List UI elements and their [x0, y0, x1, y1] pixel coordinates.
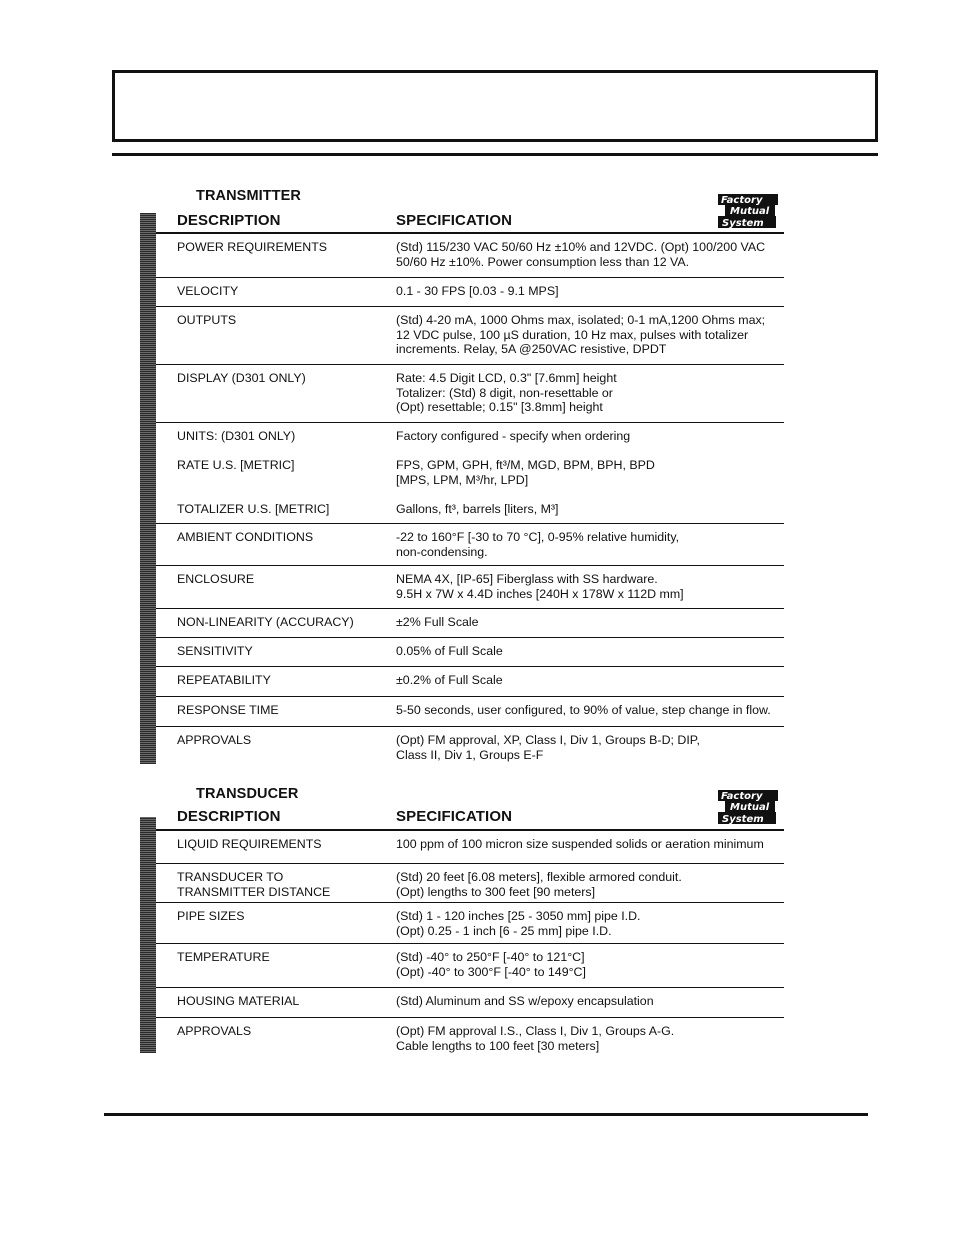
- specification-line: NEMA 4X, [IP-65] Fiberglass with SS hardware.: [396, 572, 658, 586]
- specification-line: (Opt) 0.25 - 1 inch [6 - 25 mm] pipe I.D.: [396, 923, 612, 938]
- description-line: [177, 473, 387, 488]
- description-line: HOUSING MATERIAL: [177, 994, 300, 1008]
- specification-line: (Std) 115/230 VAC 50/60 Hz ±10% and 12VDC. (Opt) 100/200 VAC: [396, 240, 766, 254]
- transmitter-specification-header: SPECIFICATION: [396, 212, 513, 229]
- bottom-rule: [104, 1113, 868, 1116]
- transducer-side-bar: [140, 817, 156, 1053]
- specification-line: ±0.2% of Full Scale: [396, 673, 503, 687]
- row-description: [177, 950, 387, 965]
- description-line: [177, 487, 387, 502]
- specification-line: [396, 444, 796, 459]
- description-line: UNITS: (D301 ONLY): [177, 429, 296, 443]
- row-description: [177, 673, 387, 688]
- row-specification: [396, 1024, 796, 1053]
- row-specification: [396, 284, 796, 299]
- spec-table-row: [156, 1018, 784, 1058]
- specification-line: (Std) 20 feet [6.08 meters], flexible armored conduit.: [396, 870, 682, 884]
- row-specification: [396, 530, 796, 559]
- description-line: TEMPERATURE: [177, 950, 270, 964]
- specification-line: (Std) 1 - 120 inches [25 - 3050 mm] pipe I.D.: [396, 909, 641, 923]
- row-specification: [396, 950, 796, 979]
- spec-table-row: [156, 278, 784, 307]
- row-description: [177, 1024, 387, 1039]
- svg-text:Factory: Factory: [721, 791, 763, 802]
- specification-line: (Std) -40° to 250°F [-40° to 121°C]: [396, 950, 585, 964]
- row-description: [177, 733, 387, 748]
- svg-text:Mutual: Mutual: [730, 206, 770, 217]
- row-specification: [396, 371, 796, 415]
- spec-table-row: [156, 864, 784, 903]
- specification-line: Totalizer: (Std) 8 digit, non-resettable or: [396, 385, 613, 400]
- svg-text:Mutual: Mutual: [730, 802, 770, 813]
- row-specification: [396, 909, 796, 938]
- description-line: TRANSMITTER DISTANCE: [177, 884, 331, 899]
- row-specification: [396, 994, 796, 1009]
- row-description: [177, 703, 387, 718]
- description-line: SENSITIVITY: [177, 644, 253, 658]
- spec-table-row: [156, 609, 784, 638]
- spec-table-row: [156, 524, 784, 566]
- specification-line: ±2% Full Scale: [396, 615, 479, 629]
- factory-mutual-logo-icon: [717, 193, 779, 229]
- transducer-title: TRANSDUCER: [196, 786, 299, 802]
- specification-line: 12 VDC pulse, 100 µS duration, 10 Hz max, pulses with totalizer: [396, 327, 749, 342]
- description-line: DISPLAY (D301 ONLY): [177, 371, 306, 385]
- row-specification: [396, 673, 796, 688]
- row-description: [177, 909, 387, 924]
- specification-line: [MPS, LPM, M³/hr, LPD]: [396, 472, 529, 487]
- description-line: APPROVALS: [177, 1024, 252, 1038]
- row-description: [177, 644, 387, 659]
- specification-line: -22 to 160°F [-30 to 70 °C], 0-95% relative humidity,: [396, 530, 680, 544]
- spec-table-row: [156, 566, 784, 609]
- svg-text:System: System: [722, 218, 764, 229]
- specification-line: (Opt) FM approval I.S., Class I, Div 1, Groups A-G.: [396, 1024, 675, 1038]
- spec-table-row: [156, 727, 784, 770]
- spec-table-row: [156, 667, 784, 697]
- specification-line: (Std) 4-20 mA, 1000 Ohms max, isolated; 0-1 mA,1200 Ohms max;: [396, 313, 766, 327]
- row-specification: [396, 644, 796, 659]
- specification-line: 9.5H x 7W x 4.4D inches [240H x 178W x 112D mm]: [396, 586, 684, 601]
- description-line: [177, 444, 387, 459]
- row-description: [177, 240, 387, 255]
- description-line: POWER REQUIREMENTS: [177, 240, 328, 254]
- specification-line: Factory configured - specify when ordering: [396, 429, 631, 443]
- description-line: ENCLOSURE: [177, 572, 255, 586]
- description-line: AMBIENT CONDITIONS: [177, 530, 314, 544]
- description-line: PIPE SIZES: [177, 909, 245, 923]
- specification-line: 50/60 Hz ±10%. Power consumption less than 12 VA.: [396, 254, 690, 269]
- row-description: [177, 572, 387, 587]
- row-description: [177, 371, 387, 386]
- transmitter-side-bar: [140, 213, 156, 764]
- transmitter-title: TRANSMITTER: [196, 188, 302, 204]
- spec-table-row: [156, 944, 784, 988]
- specification-line: (Opt) FM approval, XP, Class I, Div 1, Groups B-D; DIP,: [396, 733, 700, 747]
- header-box: [112, 70, 878, 142]
- row-description: [177, 615, 387, 630]
- specification-line: Gallons, ft³, barrels [liters, M³]: [396, 501, 559, 516]
- row-description: [177, 429, 387, 516]
- description-line: OUTPUTS: [177, 313, 237, 327]
- row-description: [177, 837, 387, 852]
- specification-line: Cable lengths to 100 feet [30 meters]: [396, 1038, 600, 1053]
- description-line: VELOCITY: [177, 284, 239, 298]
- factory-mutual-logo: [717, 789, 779, 825]
- specification-line: (Std) Aluminum and SS w/epoxy encapsulation: [396, 994, 654, 1008]
- spec-table-row: [156, 903, 784, 944]
- specification-line: (Opt) -40° to 300°F [-40° to 149°C]: [396, 964, 586, 979]
- spec-table-row: [156, 234, 784, 278]
- spec-table-row: [156, 423, 784, 524]
- row-description: [177, 284, 387, 299]
- row-specification: [396, 837, 796, 852]
- specification-line: FPS, GPM, GPH, ft³/M, MGD, BPM, BPH, BPD: [396, 458, 655, 472]
- transducer-description-header: DESCRIPTION: [177, 808, 281, 825]
- specification-line: 0.05% of Full Scale: [396, 644, 503, 658]
- transducer-specification-header: SPECIFICATION: [396, 808, 513, 825]
- row-specification: [396, 615, 796, 630]
- row-specification: [396, 572, 796, 601]
- row-description: [177, 870, 387, 899]
- description-line: NON-LINEARITY (ACCURACY): [177, 615, 354, 629]
- spec-table-row: [156, 365, 784, 423]
- description-line: TOTALIZER U.S. [METRIC]: [177, 501, 330, 516]
- specification-line: (Opt) lengths to 300 feet [90 meters]: [396, 884, 596, 899]
- transmitter-description-header: DESCRIPTION: [177, 212, 281, 229]
- specification-line: Class II, Div 1, Groups E-F: [396, 747, 544, 762]
- svg-text:Factory: Factory: [721, 195, 763, 206]
- svg-text:System: System: [722, 814, 764, 825]
- specification-line: [396, 487, 796, 502]
- factory-mutual-logo: [717, 193, 779, 229]
- description-line: LIQUID REQUIREMENTS: [177, 837, 322, 851]
- spec-table-row: [156, 831, 784, 864]
- specification-line: 5-50 seconds, user configured, to 90% of value, step change in flow.: [396, 703, 771, 717]
- spec-table-row: [156, 988, 784, 1018]
- row-specification: [396, 240, 796, 269]
- spec-table-row: [156, 307, 784, 365]
- specification-line: (Opt) resettable; 0.15" [3.8mm] height: [396, 400, 603, 414]
- spec-table-row: [156, 697, 784, 727]
- specification-line: Rate: 4.5 Digit LCD, 0.3" [7.6mm] height: [396, 371, 617, 385]
- row-description: [177, 994, 387, 1009]
- top-rule: [112, 153, 878, 156]
- row-specification: [396, 870, 796, 899]
- row-specification: [396, 429, 796, 516]
- row-description: [177, 313, 387, 328]
- row-specification: [396, 733, 796, 762]
- description-line: REPEATABILITY: [177, 673, 271, 687]
- specification-line: non-condensing.: [396, 544, 488, 559]
- specification-line: 0.1 - 30 FPS [0.03 - 9.1 MPS]: [396, 284, 559, 298]
- description-line: RATE U.S. [METRIC]: [177, 458, 295, 472]
- description-line: RESPONSE TIME: [177, 703, 279, 717]
- row-specification: [396, 313, 796, 357]
- factory-mutual-logo-icon: [717, 789, 779, 825]
- specification-line: increments. Relay, 5A @250VAC resistive, DPDT: [396, 342, 667, 356]
- description-line: APPROVALS: [177, 733, 252, 747]
- spec-table-row: [156, 638, 784, 667]
- description-line: TRANSDUCER TO: [177, 870, 284, 884]
- row-description: [177, 530, 387, 545]
- specification-line: 100 ppm of 100 micron size suspended solids or aeration minimum: [396, 837, 764, 851]
- row-specification: [396, 703, 796, 718]
